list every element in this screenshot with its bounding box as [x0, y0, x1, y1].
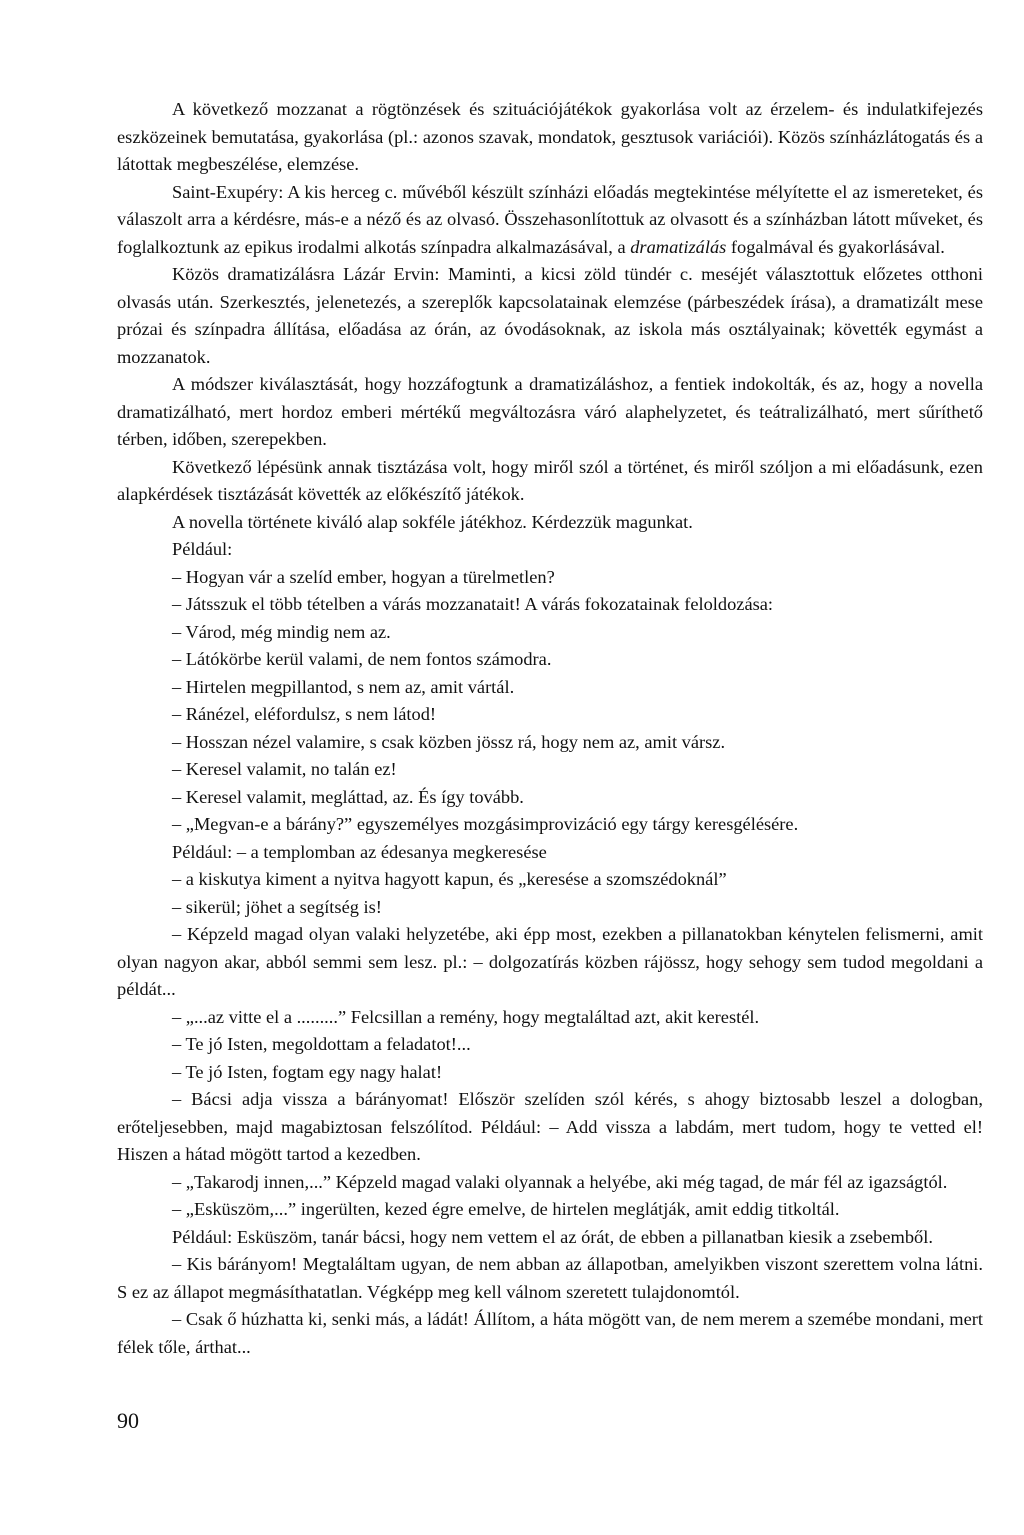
- paragraph: [117, 179, 983, 262]
- text-run: fogalmával és gyakorlásával.: [730, 236, 945, 257]
- list-item: – „...az vitte el a .........” Felcsillan a remény, hogy megtaláltad azt, akit kerestél.: [172, 1006, 760, 1027]
- list-item: – „Esküszöm,...” ingerülten, kezed égre emelve, de hirtelen meglátják, amit eddig titkoltál.: [172, 1199, 840, 1219]
- list-item: – Várod, még mindig nem az.: [172, 621, 391, 642]
- list-item: – Hosszan nézel valamire, s csak közben jössz rá, hogy nem az, amit vársz.: [172, 731, 726, 752]
- list-item: – Bácsi adja vissza a bárányomat! Először szelíden szól kérés, s ahogy biztosabb leszel a dologban, erőteljesebben, majd magabiztosan felszólítod. Például: – Add vissza a labdám, mert tudom, hogy te vetted el! Hiszen a hátad mögött tartod a kezedben.: [117, 1089, 983, 1164]
- list-item: – sikerül; jöhet a segítség is!: [172, 896, 382, 917]
- list-item: – Te jó Isten, megoldottam a feladatot!...: [172, 1034, 471, 1054]
- paragraph: Például: – a templomban az édesanya megkeresése: [172, 841, 547, 862]
- page-number: 90: [117, 1408, 139, 1433]
- paragraph: Például: Esküszöm, tanár bácsi, hogy nem vettem el az órát, de ebben a pillanatban kiesik a zsebemből.: [172, 1226, 933, 1247]
- paragraph: A következő mozzanat a rögtönzések és szituációjátékok gyakorlása volt az érzelem- és indulatkifejezés eszközeinek bemutatása, gyakorlása (pl.: azonos szavak, mondatok, gesztusok variációi). Közös színházlátogatás és a látottak megbeszélése, elemzése.: [117, 99, 983, 174]
- list-item: – Hirtelen megpillantod, s nem az, amit vártál.: [172, 676, 515, 697]
- list-item: – Képzeld magad olyan valaki helyzetébe, aki épp most, ezekben a pillanatokban kénytelen felismerni, amit olyan nagyon akar, abból semmi sem lesz. pl.: – dolgozatírás közben rájössz, hogy sehogy sem tudod megoldani a példát...: [117, 924, 983, 999]
- list-item: – Csak ő húzhatta ki, senki más, a ládát! Állítom, a háta mögött van, de nem merem a szemébe mondani, mert félek tőle, árthat...: [117, 1309, 983, 1357]
- list-item: – „Megvan-e a bárány?” egyszemélyes mozgásimprovizáció egy tárgy keresgélésére.: [172, 814, 799, 834]
- paragraph: Közös dramatizálásra Lázár Ervin: Maminti, a kicsi zöld tündér c. meséjét választottuk előzetes otthoni olvasás után. Szerkesztés, jelenetezés, a szereplők kapcsolatainak elemzése (párbeszédek írása), a dramatizált mese prózai és színpadra állítása, előadása az órán, az óvodásoknak, az iskola más osztályainak; követték egymást a mozzanatok.: [117, 264, 983, 367]
- list-item: – Keresel valamit, no talán ez!: [172, 759, 397, 779]
- body-text: [117, 96, 983, 1361]
- list-item: – Te jó Isten, fogtam egy nagy halat!: [172, 1061, 443, 1082]
- paragraph: Következő lépésünk annak tisztázása volt, hogy miről szól a történet, és miről szóljon a mi előadásunk, ezen alapkérdések tisztázását követték az előkészítő játékok.: [117, 456, 983, 504]
- list-item: – Keresel valamit, megláttad, az. És így tovább.: [172, 786, 524, 807]
- italic-term: dramatizálás: [630, 236, 727, 257]
- list-item: – Hogyan vár a szelíd ember, hogyan a türelmetlen?: [172, 566, 555, 587]
- list-item: – Kis bárányom! Megtaláltam ugyan, de nem abban az állapotban, amelyikben viszont szerettem volna látni. S ez az állapot megmásíthatatlan. Végképp meg kell válnom szeretett tulajdonomtól.: [117, 1254, 983, 1302]
- list-item: – Látókörbe kerül valami, de nem fontos számodra.: [172, 649, 552, 669]
- paragraph: A módszer kiválasztását, hogy hozzáfogtunk a dramatizáláshoz, a fentiek indokolták, és az, hogy a novella dramatizálható, mert hordoz emberi mértékű megváltozásra váró alaphelyzetet, és teátralizálható, mert sűríthető térben, időben, szerepekben.: [117, 374, 983, 449]
- list-item: – a kiskutya kiment a nyitva hagyott kapun, és „keresése a szomszédoknál”: [172, 869, 727, 889]
- list-item: – „Takarodj innen,...” Képzeld magad valaki olyannak a helyébe, aki még tagad, de már fél az igazságtól.: [172, 1171, 948, 1192]
- paragraph: Például:: [172, 539, 233, 559]
- list-item: – Ránézel, eléfordulsz, s nem látod!: [172, 704, 437, 724]
- text-run: Saint-Exupéry: A kis herceg c. művéből készült színházi előadás megtekintése mélyítette el az ismereteket, és válaszolt arra a kérdésre, más-e a néző és az olvasó. Összehasonlítottuk az olvasott és a színházban látott műveket, és foglalkoztunk az epikus irodalmi alkotás színpadra alkalmazásával, a: [117, 181, 983, 257]
- paragraph: A novella története kiváló alap sokféle játékhoz. Kérdezzük magunkat.: [172, 511, 693, 532]
- list-item: – Játsszuk el több tételben a várás mozzanatait! A várás fokozatainak feloldozása:: [172, 594, 774, 614]
